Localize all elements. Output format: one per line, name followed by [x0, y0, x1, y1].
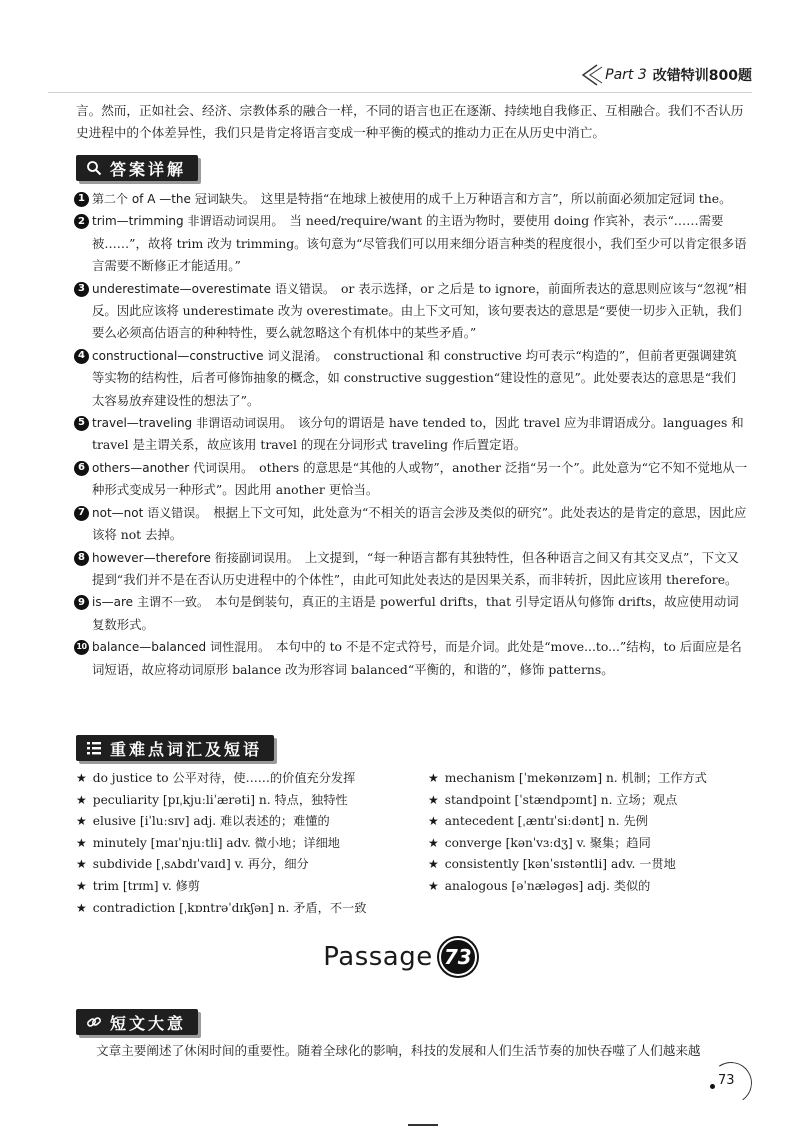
vocab-item: ★ consistently [kənˈsɪstəntli] adv. 一贯地: [428, 857, 676, 872]
star-icon: ★: [428, 857, 439, 872]
answer-item: [76, 345, 748, 412]
page-number: [704, 1062, 752, 1102]
vocab-item: ★ standpoint [ˈstændpɔɪnt] n. 立场；观点: [428, 792, 678, 807]
star-icon: ★: [76, 900, 87, 915]
correction: is—are: [92, 595, 133, 610]
list-icon: [86, 740, 102, 756]
link-icon: [86, 1014, 102, 1030]
explanation: 上文提到，“每一种语言都有其独特性，但各种语言之间又有其交叉点”，下文又提到“我们并不是在否认历史进程中的个体性”，由此可知此处表达的是因果关系，而非转折，因此应该用 therefore。: [92, 549, 739, 587]
explanation: 当 need/require/want 的主语为物时，要使用 doing 作宾补，表示“……需要被……”，故将 trim 改为 trimming。该句意为“尽管我们可以用来细分语言种类的程度很小，我们至少可以肯定很多语言需要不断修正才能适用。”: [92, 213, 747, 274]
vocab-item: ★ converge [kənˈvɜːdʒ] v. 聚集；趋同: [428, 835, 651, 850]
answer-item: [76, 547, 748, 592]
magnifier-icon: [86, 160, 102, 176]
passage-number-badge: 73: [439, 938, 477, 976]
correction: others—another: [92, 460, 190, 475]
header-title: 改错特训800题: [652, 68, 752, 84]
vocab-item: ★ subdivide [ˌsʌbdɪˈvaɪd] v. 再分，细分: [76, 857, 309, 872]
explanation: or 表示选择，or 之后是 to ignore，前面所表达的意思则应该与“忽视”相反。因此应该将 underestimate 改为 overestimate。由上下文可知，该句要表达的意思是“要使一切步入正轨，我们要么必须高估语言的种种特性，要么就忽略这个有机体中的某些矛盾。”: [92, 280, 747, 341]
intro-line: 史进程中的个体差异性，我们只是肯定将语言变成一种平衡的模式的推动力正在从历史中消亡。: [76, 125, 605, 140]
vocab-item: ★ peculiarity [pɪˌkjuːliˈærəti] n. 特点，独特性: [76, 792, 348, 807]
star-icon: ★: [76, 878, 87, 893]
error-type: 非谓语动词误用。: [187, 214, 284, 229]
intro-line: 言。然而，正如社会、经济、宗教体系的融合一样，不同的语言也正在逐渐、持续地自我修正、互相融合。我们不否认历: [76, 103, 744, 118]
summary-paragraph: 文章主要阐述了休闲时间的重要性。随着全球化的影响，科技的发展和人们生活节奏的加快吞噬了人们越来越: [96, 1043, 701, 1058]
star-icon: ★: [428, 835, 439, 850]
answer-item: [76, 210, 748, 277]
vocab-item: ★ elusive [iˈluːsɪv] adj. 难以表述的；难懂的: [76, 814, 330, 829]
correction: underestimate—overestimate: [92, 281, 271, 296]
vocab-item: ★ trim [trɪm] v. 修剪: [76, 878, 200, 893]
answer-number-badge: 3: [74, 282, 89, 297]
star-icon: ★: [428, 792, 439, 807]
error-type: 词义混淆。: [267, 348, 328, 363]
answer-number-badge: 10: [74, 640, 89, 655]
answer-number-badge: 4: [74, 349, 89, 364]
section-badge: [76, 735, 274, 761]
section-title: 重难点词汇及短语: [110, 739, 263, 759]
answer-number-badge: 6: [74, 461, 89, 476]
vocab-item: ★ contradiction [ˌkɒntrəˈdɪkʃən] n. 矛盾，不一致: [76, 900, 367, 915]
answer-item: [76, 278, 748, 345]
explanation: 本句中的 to 不是不定式符号，而是介词。此处是“move...to...”结构，to 后面应是名词短语，故应将动词原形 balance 改为形容词 balanced“平衡的，和谐的”，修饰 patterns。: [92, 639, 742, 677]
intro-paragraph: [76, 100, 748, 144]
error-type: 衔接副词误用。: [214, 550, 299, 565]
vocab-item: ★ antecedent [ˌæntɪˈsiːdənt] n. 先例: [428, 814, 648, 829]
answer-item: [76, 188, 748, 210]
error-type: 冠词缺失。: [194, 192, 255, 206]
star-icon: ★: [428, 814, 439, 829]
header-divider: [48, 92, 752, 93]
star-icon: ★: [76, 835, 87, 850]
correction: not—not: [92, 505, 144, 520]
answer-list: [76, 188, 748, 681]
bracket-ornament-icon: [577, 63, 603, 87]
page-number-text: 73: [718, 1073, 735, 1088]
summary-section-header: [76, 1008, 198, 1036]
running-header: [577, 62, 752, 88]
error-type: 非谓语动词误用。: [196, 416, 293, 431]
answer-item: [76, 412, 748, 457]
section-badge: [76, 155, 198, 181]
explanation: constructional 和 constructive 均可表示“构造的”，但前者更强调建筑等实物的结构性，后者可修饰抽象的概念，如 constructive suggestion“建设性的意见”。此处要表达的意思是“我们太容易放弃建设性的想法了”。: [92, 347, 737, 408]
error-type: 语义错误。: [147, 505, 208, 520]
vocab-section-header: [76, 734, 274, 762]
vocab-item: ★ minutely [maɪˈnjuːtli] adv. 微小地；详细地: [76, 835, 340, 850]
header-part-label: Part 3: [605, 67, 647, 83]
star-icon: ★: [76, 792, 87, 807]
section-title: 短文大意: [110, 1013, 187, 1033]
vocab-item: ★ do justice to 公平对待，使……的价值充分发挥: [76, 771, 356, 785]
correction: constructional—constructive: [92, 348, 264, 363]
explanation: 该分句的谓语是 have tended to，因此 travel 应为非谓语成分。languages 和 travel 是主谓关系，故应该用 travel 的现在分词形式 traveling 作后置定语。: [92, 415, 744, 453]
answer-item: [76, 457, 748, 502]
answer-number-badge: 7: [74, 506, 89, 521]
answer-item: [76, 591, 748, 636]
answer-item: [76, 502, 748, 547]
passage-heading: [0, 938, 800, 976]
answer-section-header: [76, 154, 198, 182]
vocab-list-left: [76, 768, 366, 919]
answer-number-badge: 2: [74, 214, 89, 229]
star-icon: ★: [428, 878, 439, 893]
error-type: 词性混用。: [210, 640, 271, 655]
correction: balance—balanced: [92, 640, 207, 655]
passage-label: Passage: [323, 942, 433, 972]
section-title: 答案详解: [110, 159, 187, 179]
footer-mark: [408, 1124, 438, 1126]
error-type: 主谓不一致。: [136, 595, 209, 610]
page-number-dot: [710, 1084, 715, 1089]
vocab-item: ★ analogous [əˈnæləgəs] adj. 类似的: [428, 878, 651, 893]
explanation: 根据上下文可知，此处意为“不相关的语言会涉及类似的研究”。此处表达的是肯定的意思，因此应该将 not 去掉。: [92, 504, 747, 543]
answer-number-badge: 9: [74, 595, 89, 610]
section-badge: [76, 1009, 198, 1035]
vocab-item: ★ mechanism [ˈmekənɪzəm] n. 机制；工作方式: [428, 771, 707, 785]
star-icon: ★: [428, 771, 439, 785]
correction: 第二个 of A —the: [92, 192, 191, 206]
star-icon: ★: [76, 857, 87, 872]
answer-number-badge: 8: [74, 551, 89, 566]
answer-number-badge: 5: [74, 416, 89, 431]
explanation: 本句是倒装句，真正的主语是 powerful drifts，that 引导定语从句修饰 drifts，故应使用动词复数形式。: [92, 594, 739, 632]
correction: however—therefore: [92, 550, 211, 565]
correction: trim—trimming: [92, 214, 184, 229]
explanation: others 的意思是“其他的人或物”，another 泛指“另一个”。此处意为“它不知不觉地从一种形式变成另一种形式”。因此用 another 更恰当。: [92, 459, 748, 498]
correction: travel—traveling: [92, 416, 193, 431]
error-type: 语义错误。: [274, 281, 335, 296]
error-type: 代词误用。: [193, 460, 254, 475]
explanation: 这里是特指“在地球上被使用的成千上万种语言和方言”，所以前面必须加定冠词 the。: [260, 191, 732, 206]
vocab-list-right: [428, 768, 707, 898]
answer-number-badge: 1: [74, 192, 89, 207]
star-icon: ★: [76, 814, 87, 829]
answer-item: [76, 636, 748, 681]
star-icon: ★: [76, 771, 87, 785]
